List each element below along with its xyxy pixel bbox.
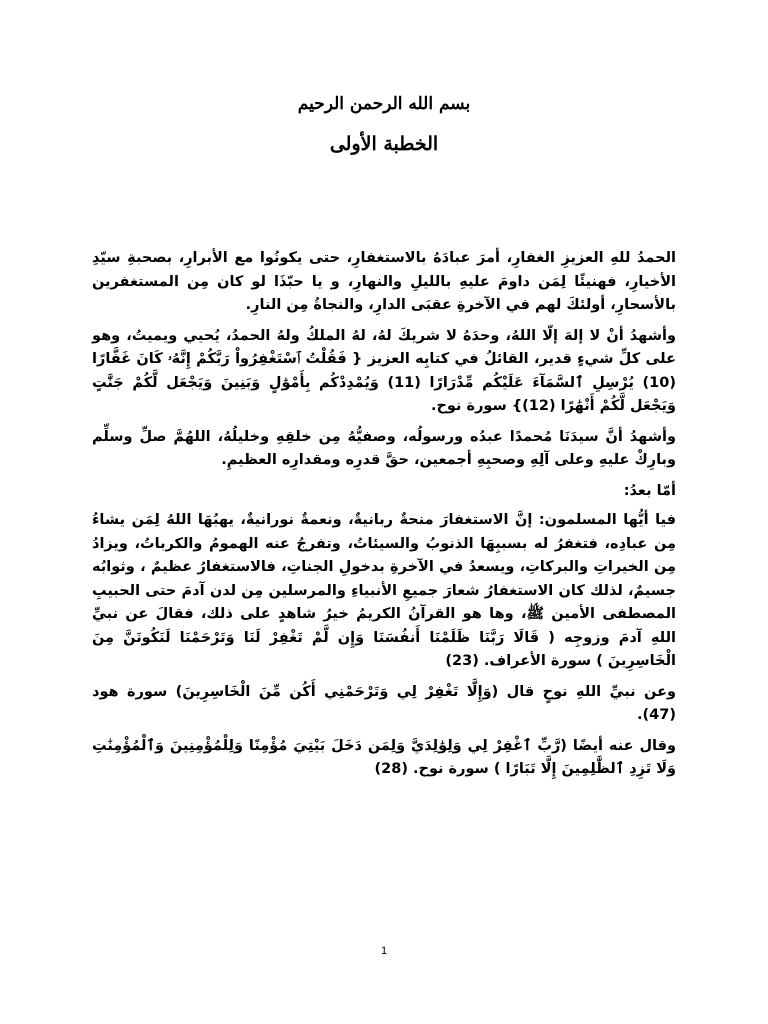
paragraph-istighfar: فيا أيُّها المسلمون: إنَّ الاستغفارَ منحةٌ ربانيةٌ، ونعمةٌ نورانيةٌ، يهبُهَا اللهُ لِمَن يشاءُ مِن عبادِه، فتغفرُ له بسببِهَا الذنوبُ والسيئاتُ، وتفرجُ عنه الهمومُ والكرباتُ، ويزادُ مِن الخيراتِ والبركاتِ، ويسعدُ في الآخرةِ بدخولِ الجناتِ، فالاستغفارُ عظيمٌ ، وثوابُه جسيمٌ، لذلك كان الاستغفارُ شعارَ جميعِ الأنبياءِ والمرسلين مِن لدن آدمَ حتى الحبيبِ المصطفى الأمين ﷺ، وها هو القرآنُ الكريمُ خيرُ شاهدٍ على ذلك، فقالَ عن نبيِّ اللهِ آدمَ وزوجِه ( قَالَا رَبَّنَا ظَلَمْنَا أَنفُسَنَا وَإِن لَّمْ تَغْفِرْ لَنَا وَتَرْحَمْنَا لَنَكُونَنَّ مِنَ الْخَاسِرِينَ ) سورة الأعراف. (23): [92, 512, 676, 669]
paragraph-nuh-hud: وعن نبيِّ اللهِ نوحٍ قال (وَإِلَّا تَغْفِرْ لِي وَتَرْحَمْنِي أَكُن مِّنَ الْخَاسِرِينَ) سورة هود (47).: [92, 683, 676, 723]
paragraph-nuh-prayer: وقال عنه أيضًا (رَّبِّ ٱغْفِرْ لِي وَلِوَٰلِدَيَّ وَلِمَن دَخَلَ بَيْتِيَ مُؤْمِنًا وَلِلْمُؤْمِنِينَ وَٱلْمُؤْمِنَٰتِ وَلَا تَزِدِ ٱلظَّٰلِمِينَ إِلَّا تَبَارًا ) سورة نوح. (28): [92, 737, 676, 777]
page-number: 1: [380, 945, 388, 957]
document-header: [0, 92, 768, 158]
paragraph-testimony-oneness: وأشهدُ أنْ لا إلهَ إلّا اللهُ، وحدَهُ لا شريكَ لهُ، لهُ الملكُ ولهُ الحمدُ، يُحيي ويميتُ، وهو على كلِّ شيءٍ قدير، القائلُ في كتابِه العزيز { فَقُلْتُ ٱسْتَغْفِرُواْ رَبَّكُمْ إِنَّهُۥ كَانَ غَفَّارًا (10) يُرْسِلِ ٱلسَّمَآءَ عَلَيْكُم مِّدْرَارًا (11) وَيُمْدِدْكُم بِأَمْوَٰلٍ وَبَنِينَ وَيَجْعَل لَّكُمْ جَنَّٰتٍ وَيَجْعَل لَّكُمْ أَنْهَٰرًا (12)} سورة نوح.: [92, 327, 676, 414]
basmala-heading: بسم الله الرحمن الرحيم: [297, 94, 471, 114]
paragraph-amma-baad: أمّا بعدُ:: [623, 482, 676, 499]
sermon-title: الخطبة الأولى: [329, 133, 439, 155]
paragraph-praise: الحمدُ للهِ العزيزِ الغفارِ، أمرَ عبادَهُ بالاستغفارِ، حتى يكونُوا مع الأبرارِ، بصحبةِ سيّدِ الأخيارِ، فهنيئًا لِمَن داومَ عليهِ بالليلِ والنهارِ، و يا حبّذَا لو كان مِن المستغفرين بالأسحارِ، أولئكَ لهم في الآخرةِ عقبَى الدارِ، والنجاةُ مِن النارِ.: [92, 250, 676, 313]
sermon-body: [92, 247, 676, 789]
paragraph-testimony-prophet: وأشهدُ أنَّ سيدَنَا مُحمدًا عبدُه ورسولُه، وصفيُّهُ مِن خلقِهِ وخليلُهُ، اللهُمَّ صلِّ وسلِّم وبارِكْ عليهِ وعلى آلِهِ وصحبِهِ أجمعين، حقَّ قدرِه ومقدارِه العظيمِ.: [92, 428, 676, 468]
